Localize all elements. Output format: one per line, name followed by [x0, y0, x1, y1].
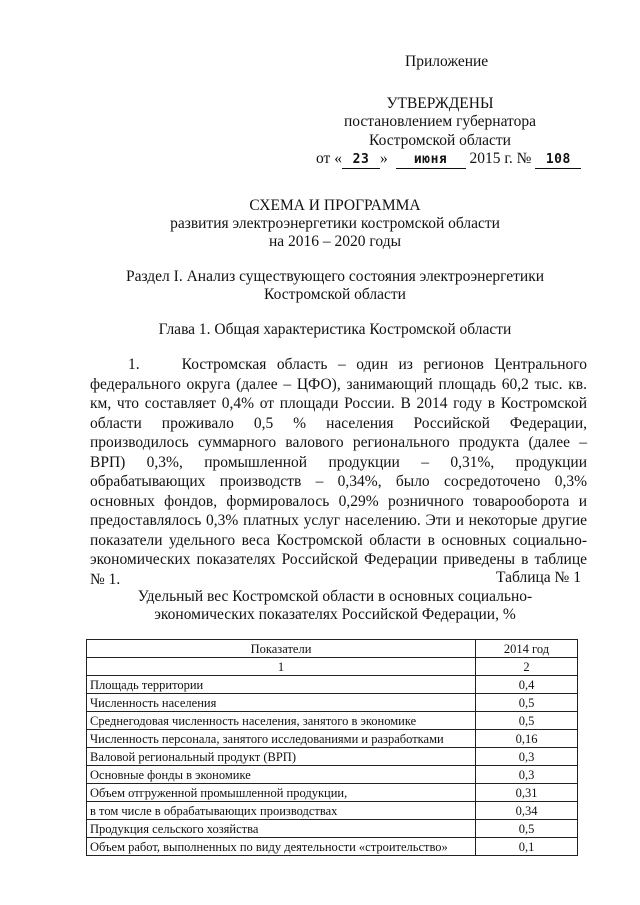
- row-value: 0,5: [476, 712, 578, 730]
- row-label: Объем работ, выполненных по виду деятельности «строительство»: [87, 838, 476, 856]
- date-year: 2015 г. №: [469, 150, 532, 167]
- approval-date-line: [316, 150, 581, 169]
- row-label: Численность населения: [87, 694, 476, 712]
- table-row: [87, 802, 578, 820]
- table-row: [87, 730, 578, 748]
- table-row: [87, 676, 578, 694]
- date-prefix: от «: [316, 150, 342, 167]
- row-label: Продукция сельского хозяйства: [87, 820, 476, 838]
- indicators-table: [86, 639, 578, 856]
- table-row: [87, 820, 578, 838]
- approved-label: УТВЕРЖДЕНЫ: [386, 95, 494, 112]
- row-value: 0,5: [476, 694, 578, 712]
- approval-number: 108: [535, 152, 581, 169]
- table-row: [87, 694, 578, 712]
- row-value: 0,5: [476, 820, 578, 838]
- chapter-heading: Глава 1. Общая характеристика Костромской области: [158, 321, 512, 338]
- row-label: Основные фонды в экономике: [87, 766, 476, 784]
- table-row: [87, 766, 578, 784]
- table-row: [87, 712, 578, 730]
- document-title: СХЕМА И ПРОГРАММА: [249, 197, 421, 214]
- row-value: 0,3: [476, 748, 578, 766]
- row-value: 0,31: [476, 784, 578, 802]
- row-label: в том числе в обрабатывающих производствах: [87, 802, 476, 820]
- row-label: Численность персонала, занятого исследованиями и разработками: [87, 730, 476, 748]
- table-colnum-row: [87, 658, 578, 676]
- row-label: Среднегодовая численность населения, занятого в экономике: [87, 712, 476, 730]
- colnum-2: 2: [476, 658, 578, 676]
- appendix-label: Приложение: [405, 53, 489, 70]
- section-heading-1: Раздел I. Анализ существующего состояния электроэнергетики: [125, 268, 545, 285]
- table-header-row: [87, 640, 578, 658]
- header-year: 2014 год: [476, 640, 578, 658]
- table-row: [87, 838, 578, 856]
- table-label: Таблица № 1: [496, 569, 581, 586]
- row-value: 0,4: [476, 676, 578, 694]
- date-month: июня: [396, 152, 466, 169]
- row-label: Валовой региональный продукт (ВРП): [87, 748, 476, 766]
- table-caption-2: экономических показателях Российской Федерации, %: [154, 606, 516, 623]
- table-row: [87, 784, 578, 802]
- paragraph-number: 1.: [128, 356, 140, 373]
- row-value: 0,16: [476, 730, 578, 748]
- approval-line-1: постановлением губернатора: [343, 113, 537, 130]
- date-day: 23: [342, 152, 380, 169]
- row-value: 0,1: [476, 838, 578, 856]
- row-value: 0,34: [476, 802, 578, 820]
- section-heading-2: Костромской области: [264, 286, 406, 303]
- table-row: [87, 748, 578, 766]
- approval-line-2: Костромской области: [369, 132, 511, 149]
- row-label: Объем отгруженной промышленной продукции,: [87, 784, 476, 802]
- row-value: 0,3: [476, 766, 578, 784]
- document-subtitle-1: развития электроэнергетики костромской области: [170, 215, 500, 232]
- table-caption-1: Удельный вес Костромской области в основных социально-: [137, 588, 533, 605]
- body-paragraph: [90, 355, 587, 589]
- row-label: Площадь территории: [87, 676, 476, 694]
- paragraph-text: Костромская область – один из регионов Центрального федерального округа (далее – ЦФО), занимающий площадь 60,2 тыс. кв. км, что составляет 0,4% от площади России. В 2014 году в Костромской области проживало 0,5 % населения Российской Федерации, производилось суммарного валового регионального продукта (далее – ВРП) 0,3%, промышленной продукции – 0,31%, продукции обрабатывающих производств – 0,34%, было сосредоточено 0,3% основных фондов, формировалось 0,29% розничного товарооборота и предоставлялось 0,3% платных услуг населению. Эти и некоторые другие показатели удельного веса Костромской области в основных социально-экономических показателях Российской Федерации приведены в таблице № 1.: [90, 356, 587, 588]
- colnum-1: 1: [87, 658, 476, 676]
- date-mid: »: [379, 150, 388, 167]
- document-subtitle-2: на 2016 – 2020 годы: [269, 233, 401, 250]
- header-indicators: Показатели: [87, 640, 476, 658]
